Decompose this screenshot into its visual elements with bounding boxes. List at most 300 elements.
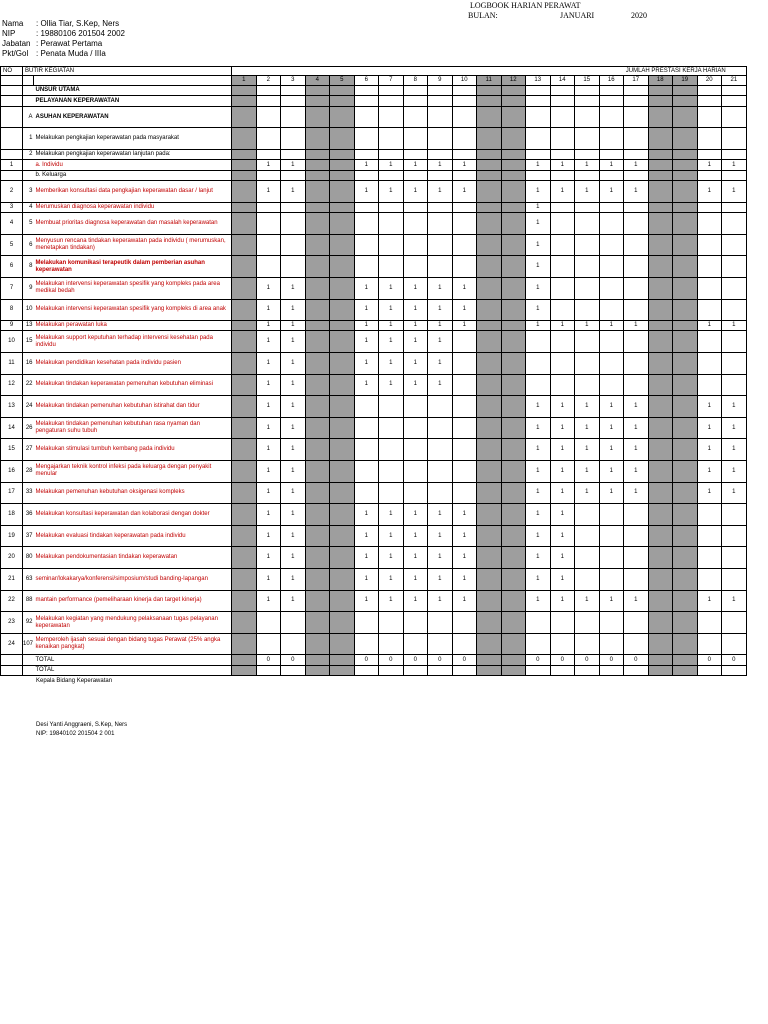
- day-cell: 1: [526, 256, 551, 278]
- day-cell: [330, 213, 355, 235]
- day-cell: 1: [379, 331, 404, 353]
- day-cell: [232, 612, 257, 634]
- day-cell: [330, 655, 355, 665]
- day-cell: 1: [354, 547, 379, 569]
- row-activity: Melakukan evaluasi tindakan keperawatan pada individu: [34, 525, 232, 547]
- day-cell: [501, 234, 526, 256]
- day-cell: [354, 417, 379, 439]
- day-header: 8: [403, 76, 428, 86]
- day-cell: [501, 256, 526, 278]
- day-cell: [599, 213, 624, 235]
- day-cell: 1: [697, 321, 722, 331]
- row-activity: UNSUR UTAMA: [34, 86, 232, 96]
- day-cell: [599, 86, 624, 96]
- day-cell: [354, 256, 379, 278]
- day-cell: 1: [281, 374, 306, 396]
- day-cell: [330, 504, 355, 526]
- day-cell: 1: [379, 321, 404, 331]
- day-cell: [673, 482, 698, 504]
- day-cell: [501, 149, 526, 159]
- day-cell: [624, 256, 649, 278]
- day-cell: [501, 277, 526, 299]
- day-cell: [673, 665, 698, 675]
- day-cell: [722, 106, 747, 128]
- day-cell: 1: [624, 160, 649, 170]
- day-cell: [673, 374, 698, 396]
- row-activity: Mengajarkan teknik kontrol infeksi pada keluarga dengan penyakit menular: [34, 461, 232, 483]
- day-cell: 1: [452, 569, 477, 591]
- day-cell: [232, 149, 257, 159]
- day-cell: [428, 170, 453, 180]
- day-cell: [330, 170, 355, 180]
- day-cell: 1: [599, 160, 624, 170]
- day-cell: 1: [526, 321, 551, 331]
- day-cell: [403, 633, 428, 655]
- table-row: [1, 396, 747, 418]
- day-cell: [526, 633, 551, 655]
- day-cell: 1: [256, 547, 281, 569]
- day-cell: [673, 417, 698, 439]
- day-cell: [477, 655, 502, 665]
- day-cell: 1: [428, 504, 453, 526]
- day-cell: [648, 213, 673, 235]
- day-cell: [428, 633, 453, 655]
- day-cell: [256, 612, 281, 634]
- day-cell: 1: [403, 374, 428, 396]
- day-cell: 1: [428, 374, 453, 396]
- day-cell: 1: [379, 525, 404, 547]
- day-cell: [624, 86, 649, 96]
- day-cell: [305, 461, 330, 483]
- day-cell: [452, 96, 477, 106]
- day-cell: [256, 213, 281, 235]
- day-cell: [379, 612, 404, 634]
- day-cell: 1: [575, 417, 600, 439]
- day-cell: [232, 374, 257, 396]
- day-cell: [330, 569, 355, 591]
- day-cell: 0: [354, 655, 379, 665]
- day-cell: 1: [722, 396, 747, 418]
- day-cell: [403, 149, 428, 159]
- day-cell: 1: [599, 461, 624, 483]
- day-cell: [673, 128, 698, 150]
- day-cell: [501, 86, 526, 96]
- day-cell: [673, 590, 698, 612]
- day-cell: [330, 321, 355, 331]
- day-cell: [648, 181, 673, 203]
- day-cell: 1: [624, 396, 649, 418]
- day-cell: [256, 234, 281, 256]
- day-cell: 1: [550, 396, 575, 418]
- day-cell: [501, 299, 526, 321]
- day-cell: [281, 213, 306, 235]
- day-cell: 1: [403, 299, 428, 321]
- day-cell: 1: [403, 569, 428, 591]
- row-activity: a. Individu: [34, 160, 232, 170]
- day-cell: [599, 149, 624, 159]
- day-cell: 1: [526, 213, 551, 235]
- day-cell: 1: [379, 374, 404, 396]
- day-cell: 1: [428, 590, 453, 612]
- row-activity: Melakukan tindakan pemenuhan kebutuhan istirahat dan tidur: [34, 396, 232, 418]
- info-nip: NIP : 19880106 201504 2002: [2, 29, 125, 38]
- day-cell: [550, 149, 575, 159]
- day-header: 6: [354, 76, 379, 86]
- day-cell: 1: [575, 482, 600, 504]
- day-header: 2: [256, 76, 281, 86]
- day-cell: [379, 128, 404, 150]
- day-cell: [330, 96, 355, 106]
- day-cell: [330, 353, 355, 375]
- day-cell: 1: [354, 299, 379, 321]
- day-cell: 1: [256, 396, 281, 418]
- day-cell: 1: [256, 525, 281, 547]
- day-cell: [330, 234, 355, 256]
- table-row: [1, 202, 747, 212]
- day-cell: [477, 234, 502, 256]
- day-cell: [403, 665, 428, 675]
- day-cell: [648, 277, 673, 299]
- day-cell: [428, 439, 453, 461]
- day-cell: [428, 612, 453, 634]
- day-cell: [452, 170, 477, 180]
- day-header: 11: [477, 76, 502, 86]
- day-cell: [526, 170, 551, 180]
- day-cell: [452, 106, 477, 128]
- day-cell: [403, 170, 428, 180]
- col-butir-header: BUTIR KEGIATAN: [23, 67, 232, 76]
- row-no: 4: [1, 213, 23, 235]
- table-row: [1, 96, 747, 106]
- day-cell: [648, 525, 673, 547]
- day-cell: 1: [256, 181, 281, 203]
- day-cell: [648, 417, 673, 439]
- day-cell: [673, 655, 698, 665]
- day-cell: [722, 213, 747, 235]
- day-header: 20: [697, 76, 722, 86]
- day-cell: [232, 396, 257, 418]
- day-cell: [452, 633, 477, 655]
- day-cell: [722, 633, 747, 655]
- day-cell: 1: [599, 482, 624, 504]
- day-cell: 1: [575, 160, 600, 170]
- day-cell: [403, 213, 428, 235]
- day-cell: [477, 590, 502, 612]
- day-cell: [477, 439, 502, 461]
- day-cell: [428, 96, 453, 106]
- day-cell: [697, 504, 722, 526]
- day-cell: 1: [403, 277, 428, 299]
- day-cell: [330, 482, 355, 504]
- day-cell: [722, 202, 747, 212]
- day-cell: 1: [428, 547, 453, 569]
- day-cell: [305, 234, 330, 256]
- row-no: 5: [1, 234, 23, 256]
- day-cell: [477, 181, 502, 203]
- day-cell: [575, 86, 600, 96]
- day-cell: [575, 149, 600, 159]
- table-row: [1, 299, 747, 321]
- row-item-number: [23, 170, 34, 180]
- day-cell: 1: [624, 321, 649, 331]
- day-cell: [624, 374, 649, 396]
- day-cell: [330, 439, 355, 461]
- row-item-number: 15: [23, 331, 34, 353]
- day-cell: [575, 170, 600, 180]
- day-cell: 1: [526, 417, 551, 439]
- blank-cell: [1, 76, 23, 86]
- day-cell: [501, 525, 526, 547]
- day-cell: 1: [403, 181, 428, 203]
- day-cell: 0: [599, 655, 624, 665]
- day-cell: [550, 353, 575, 375]
- table-row: [1, 569, 747, 591]
- table-row: [1, 482, 747, 504]
- row-activity: Melakukan tindakan pemenuhan kebutuhan rasa nyaman dan pengaturan suhu tubuh: [34, 417, 232, 439]
- day-cell: [477, 213, 502, 235]
- day-cell: [648, 482, 673, 504]
- day-cell: 1: [403, 590, 428, 612]
- day-cell: [648, 633, 673, 655]
- day-cell: 1: [354, 590, 379, 612]
- day-cell: [452, 417, 477, 439]
- day-cell: [428, 234, 453, 256]
- day-cell: [575, 256, 600, 278]
- day-cell: [648, 612, 673, 634]
- day-cell: [477, 256, 502, 278]
- day-cell: [722, 234, 747, 256]
- day-cell: [599, 547, 624, 569]
- day-cell: [722, 170, 747, 180]
- day-cell: [550, 374, 575, 396]
- day-cell: [379, 482, 404, 504]
- day-cell: 1: [452, 547, 477, 569]
- day-cell: [550, 86, 575, 96]
- day-cell: [305, 655, 330, 665]
- day-cell: 1: [281, 417, 306, 439]
- row-item-number: [23, 86, 34, 96]
- day-cell: [354, 665, 379, 675]
- day-cell: [354, 461, 379, 483]
- row-no: 12: [1, 374, 23, 396]
- row-no: 3: [1, 202, 23, 212]
- day-cell: [379, 417, 404, 439]
- day-cell: [624, 331, 649, 353]
- day-header: 4: [305, 76, 330, 86]
- day-cell: [648, 665, 673, 675]
- day-cell: 1: [281, 461, 306, 483]
- table-row: [1, 525, 747, 547]
- day-cell: [697, 612, 722, 634]
- day-cell: [281, 202, 306, 212]
- day-cell: [722, 504, 747, 526]
- row-activity: Melakukan pengkajian keperawatan pada masyarakat: [34, 128, 232, 150]
- table-row: [1, 106, 747, 128]
- day-cell: 1: [256, 569, 281, 591]
- row-no: [1, 655, 23, 665]
- day-cell: [477, 86, 502, 96]
- row-no: 2: [1, 181, 23, 203]
- day-cell: [673, 525, 698, 547]
- row-no: 14: [1, 417, 23, 439]
- day-cell: [305, 170, 330, 180]
- row-activity: Melakukan intervensi keperawatan spesifik yang kompleks di area anak: [34, 299, 232, 321]
- day-cell: [452, 256, 477, 278]
- day-cell: 1: [526, 299, 551, 321]
- day-cell: [330, 374, 355, 396]
- day-cell: 1: [550, 417, 575, 439]
- row-item-number: 63: [23, 569, 34, 591]
- day-cell: [599, 633, 624, 655]
- day-cell: 1: [624, 461, 649, 483]
- day-cell: 1: [550, 504, 575, 526]
- day-cell: [428, 213, 453, 235]
- day-cell: [403, 417, 428, 439]
- day-cell: [477, 321, 502, 331]
- row-item-number: 9: [23, 277, 34, 299]
- table-row: [1, 213, 747, 235]
- day-cell: [305, 321, 330, 331]
- day-cell: [501, 655, 526, 665]
- logbook-table: [0, 66, 747, 676]
- signer-nip: NIP: 19840102 201504 2 001: [36, 731, 115, 737]
- day-cell: 1: [281, 299, 306, 321]
- day-cell: [624, 504, 649, 526]
- day-cell: [305, 128, 330, 150]
- day-cell: [501, 353, 526, 375]
- day-header: 14: [550, 76, 575, 86]
- day-cell: [256, 633, 281, 655]
- day-cell: [403, 256, 428, 278]
- day-cell: 1: [722, 417, 747, 439]
- row-no: 15: [1, 439, 23, 461]
- day-cell: [281, 128, 306, 150]
- row-item-number: 36: [23, 504, 34, 526]
- day-cell: [379, 213, 404, 235]
- day-cell: [281, 86, 306, 96]
- day-cell: [305, 439, 330, 461]
- day-cell: 1: [452, 277, 477, 299]
- day-cell: [403, 96, 428, 106]
- day-cell: [232, 202, 257, 212]
- day-cell: [697, 96, 722, 106]
- day-cell: [599, 256, 624, 278]
- day-cell: [305, 96, 330, 106]
- day-cell: [648, 396, 673, 418]
- day-cell: 1: [599, 439, 624, 461]
- table-row: [1, 439, 747, 461]
- day-cell: [379, 439, 404, 461]
- day-cell: 1: [354, 569, 379, 591]
- table-row: [1, 331, 747, 353]
- day-cell: 1: [526, 181, 551, 203]
- row-item-number: 2: [23, 149, 34, 159]
- row-no: 9: [1, 321, 23, 331]
- day-cell: [452, 86, 477, 96]
- day-cell: [575, 504, 600, 526]
- day-cell: [281, 149, 306, 159]
- day-cell: [281, 234, 306, 256]
- row-activity: Melakukan pendokumentasian tindakan keperawatan: [34, 547, 232, 569]
- day-cell: [575, 299, 600, 321]
- day-cell: [599, 569, 624, 591]
- day-cell: [550, 256, 575, 278]
- day-cell: [624, 277, 649, 299]
- bulan-label: BULAN:: [468, 11, 498, 20]
- day-cell: [232, 299, 257, 321]
- row-activity: Melakukan pemenuhan kebutuhan oksigenasi kompleks: [34, 482, 232, 504]
- info-jabatan: Jabatan : Perawat Pertama: [2, 39, 103, 48]
- day-cell: [599, 277, 624, 299]
- day-cell: [232, 86, 257, 96]
- day-cell: 1: [526, 482, 551, 504]
- day-cell: [305, 374, 330, 396]
- day-cell: [477, 482, 502, 504]
- day-cell: [575, 525, 600, 547]
- day-cell: [550, 331, 575, 353]
- day-cell: 1: [624, 482, 649, 504]
- day-cell: [305, 202, 330, 212]
- day-cell: [330, 149, 355, 159]
- day-cell: [330, 590, 355, 612]
- day-cell: [477, 525, 502, 547]
- day-cell: [624, 170, 649, 180]
- day-cell: [403, 396, 428, 418]
- day-cell: 1: [452, 590, 477, 612]
- row-item-number: 88: [23, 590, 34, 612]
- day-cell: [379, 86, 404, 96]
- day-cell: [452, 128, 477, 150]
- day-cell: [501, 417, 526, 439]
- row-activity: Melakukan tindakan keperawatan pemenuhan kebutuhan eliminasi: [34, 374, 232, 396]
- day-cell: 1: [550, 181, 575, 203]
- day-cell: [673, 547, 698, 569]
- day-cell: [330, 331, 355, 353]
- row-item-number: [23, 665, 34, 675]
- day-cell: [722, 569, 747, 591]
- day-cell: [232, 234, 257, 256]
- day-cell: [354, 234, 379, 256]
- day-cell: [599, 374, 624, 396]
- day-cell: 1: [354, 181, 379, 203]
- day-header: 13: [526, 76, 551, 86]
- day-cell: [428, 482, 453, 504]
- day-cell: [648, 439, 673, 461]
- table-row: [1, 170, 747, 180]
- row-item-number: 5: [23, 213, 34, 235]
- day-cell: [403, 106, 428, 128]
- day-cell: 1: [281, 504, 306, 526]
- row-item-number: 22: [23, 374, 34, 396]
- table-row: [1, 234, 747, 256]
- day-cell: [354, 482, 379, 504]
- day-cell: [354, 96, 379, 106]
- day-cell: [330, 547, 355, 569]
- day-cell: [305, 353, 330, 375]
- day-cell: 1: [599, 181, 624, 203]
- table-row: [1, 277, 747, 299]
- day-cell: 1: [550, 461, 575, 483]
- day-cell: 1: [526, 590, 551, 612]
- day-cell: [256, 256, 281, 278]
- day-cell: 1: [281, 482, 306, 504]
- day-header: 10: [452, 76, 477, 86]
- day-cell: [477, 504, 502, 526]
- day-cell: [477, 417, 502, 439]
- day-cell: [477, 106, 502, 128]
- day-cell: [428, 149, 453, 159]
- day-cell: 1: [526, 525, 551, 547]
